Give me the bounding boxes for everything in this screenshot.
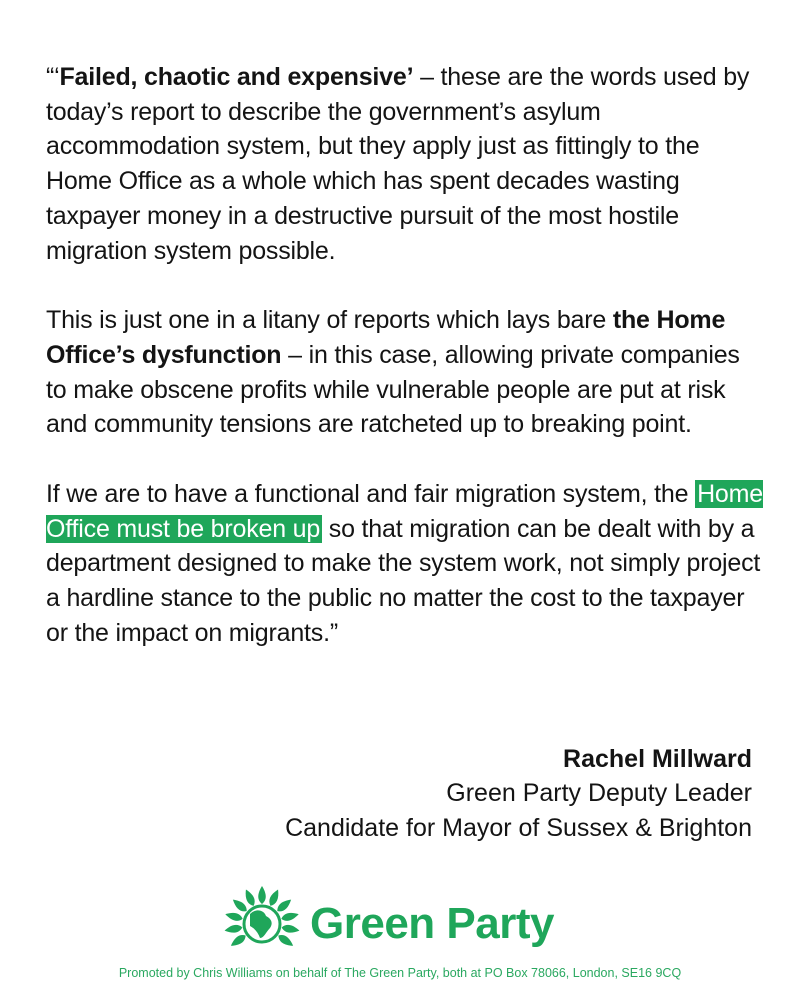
speaker-title: Green Party Deputy Leader <box>446 779 752 807</box>
bold-phrase: Failed, chaotic and expensive’ <box>59 63 414 91</box>
attribution <box>285 742 752 846</box>
green-party-logo <box>222 884 554 963</box>
paragraph-text: – in this case, allowing private companies to make obscene profits while vulnerable people are put at risk and community tensions are ratcheted up to breaking point. <box>46 340 740 439</box>
quote-paragraph-1 <box>46 60 766 268</box>
speaker-candidacy: Candidate for Mayor of Sussex & Brighton <box>285 814 752 842</box>
paragraph-text: so that migration can be dealt with by a department designed to make the system work, not simply project a hardline stance to the public no matter the cost to the taxpayer or the impact on migrants.” <box>46 514 761 647</box>
highlighted-phrase: Home Office must be broken up <box>46 480 763 543</box>
paragraph-text: – these are the words used by today’s report to describe the government’s asylum accommodation system, but they apply just as fittingly to the Home Office as a whole which has spent decades wasting taxpayer money in a destructive pursuit of the most hostile migration system possible. <box>46 63 750 265</box>
quote-block <box>46 60 766 686</box>
logo-wordmark: Green Party <box>310 898 554 948</box>
speaker-name: Rachel Millward <box>563 745 752 773</box>
sun-globe-icon <box>222 884 302 963</box>
bold-phrase: the Home Office’s dysfunction <box>46 306 726 369</box>
imprint-footer: Promoted by Chris Williams on behalf of The Green Party, both at PO Box 78066, London, SE16 9CQ <box>118 966 682 980</box>
quote-paragraph-3 <box>46 477 766 651</box>
paragraph-text: This is just one in a litany of reports which lays bare <box>46 306 613 335</box>
paragraph-text: If we are to have a functional and fair migration system, the <box>46 480 696 509</box>
quote-paragraph-2 <box>46 303 766 442</box>
open-quote: “‘ <box>46 63 60 91</box>
